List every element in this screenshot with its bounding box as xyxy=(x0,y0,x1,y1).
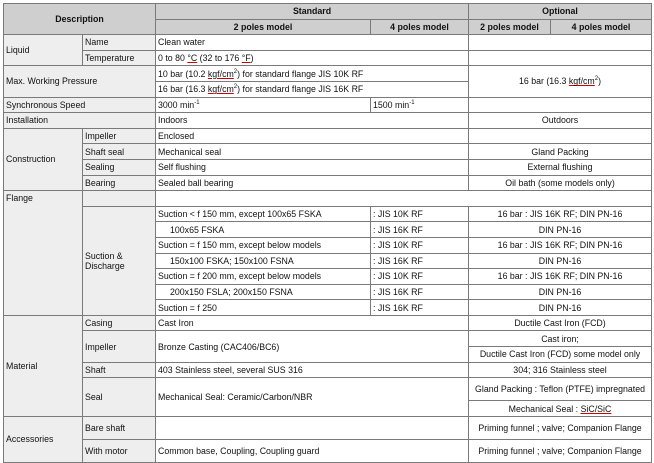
flange-row-2-standard: 100x65 FSKA xyxy=(156,222,371,238)
construction-sealing-label: Sealing xyxy=(83,159,156,175)
flange-row-4-optional: DIN PN-16 xyxy=(469,253,652,269)
accessories-bare-shaft-label: Bare shaft xyxy=(83,416,156,439)
temperature-label: Temperature xyxy=(83,50,156,66)
flange-row-5-optional: 16 bar : JIS 16K RF; DIN PN-16 xyxy=(469,269,652,285)
flange-row-4-jis: : JIS 16K RF xyxy=(371,253,469,269)
material-seal-standard: Mechanical Seal: Ceramic/Carbon/NBR xyxy=(156,378,469,417)
accessories-with-motor-standard: Common base, Coupling, Coupling guard xyxy=(156,439,469,462)
installation-standard: Indoors xyxy=(156,113,469,129)
construction-shaft-seal-optional: Gland Packing xyxy=(469,144,652,160)
material-seal-optional-2: Mechanical Seal : SiC/SiC xyxy=(469,401,652,417)
liquid-name-label: Name xyxy=(83,35,156,51)
construction-shaft-seal-standard: Mechanical seal xyxy=(156,144,469,160)
header-optional-4-poles: 4 poles model xyxy=(551,19,652,35)
flange-row-7-jis: : JIS 16K RF xyxy=(371,300,469,316)
construction-impeller-label: Impeller xyxy=(83,128,156,144)
material-shaft-label: Shaft xyxy=(83,362,156,378)
temperature-optional xyxy=(469,50,652,66)
material-casing-standard: Cast Iron xyxy=(156,315,469,331)
material-casing-optional: Ductile Cast Iron (FCD) xyxy=(469,315,652,331)
flange-row-6-jis: : JIS 16K RF xyxy=(371,284,469,300)
material-casing-label: Casing xyxy=(83,315,156,331)
construction-impeller-standard: Enclosed xyxy=(156,128,469,144)
flange-row-7-standard: Suction = f 250 xyxy=(156,300,371,316)
header-optional: Optional xyxy=(469,4,652,20)
material-shaft-standard: 403 Stainless steel, several SUS 316 xyxy=(156,362,469,378)
material-seal-label: Seal xyxy=(83,378,156,417)
liquid-name-value: Clean water xyxy=(156,35,469,51)
installation-label: Installation xyxy=(4,113,156,129)
construction-label: Construction xyxy=(4,128,83,190)
flange-row-6-optional: DIN PN-16 xyxy=(469,284,652,300)
pressure-label: Max. Working Pressure xyxy=(4,66,156,97)
speed-4-poles: 1500 $\min^{-1}$ xyxy=(371,97,469,113)
construction-shaft-seal-label: Shaft seal xyxy=(83,144,156,160)
flange-row-4-standard: 150x100 FSKA; 150x100 FSNA xyxy=(156,253,371,269)
temperature-value: 0 to 80 °C (32 to 176 °F) xyxy=(156,50,469,66)
flange-top-blank xyxy=(156,191,652,207)
flange-top-spacer xyxy=(83,191,156,207)
flange-row-5-jis: : JIS 10K RF xyxy=(371,269,469,285)
material-seal-optional-1: Gland Packing : Teflon (PTFE) impregnated xyxy=(469,378,652,401)
header-optional-2-poles: 2 poles model xyxy=(469,19,551,35)
flange-label: Flange xyxy=(4,191,83,316)
construction-bearing-standard: Sealed ball bearing xyxy=(156,175,469,191)
flange-row-1-optional: 16 bar : JIS 16K RF; DIN PN-16 xyxy=(469,206,652,222)
speed-label: Synchronous Speed xyxy=(4,97,156,113)
pressure-standard-16k: 16 bar (16.3 kgf/$cm^2$) for standard flange JIS 16K RF xyxy=(156,81,469,97)
construction-sealing-standard: Self flushing xyxy=(156,159,469,175)
flange-row-3-optional: 16 bar : JIS 16K RF; DIN PN-16 xyxy=(469,237,652,253)
accessories-bare-shaft-optional: Priming funnel ; valve; Companion Flange xyxy=(469,416,652,439)
accessories-label: Accessories xyxy=(4,416,83,462)
flange-row-2-optional: DIN PN-16 xyxy=(469,222,652,238)
pressure-optional: 16 bar (16.3 kgf/$cm^2$) xyxy=(469,66,652,97)
flange-suction-discharge-label: Suction & Discharge xyxy=(83,206,156,315)
flange-row-2-jis: : JIS 16K RF xyxy=(371,222,469,238)
liquid-name-optional xyxy=(469,35,652,51)
flange-row-6-standard: 200x150 FSLA; 200x150 FSNA xyxy=(156,284,371,300)
flange-row-1-jis: : JIS 10K RF xyxy=(371,206,469,222)
header-standard: Standard xyxy=(156,4,469,20)
construction-bearing-optional: Oil bath (some models only) xyxy=(469,175,652,191)
flange-row-3-standard: Suction = f 150 mm, except below models xyxy=(156,237,371,253)
flange-row-5-standard: Suction = f 200 mm, except below models xyxy=(156,269,371,285)
construction-sealing-optional: External flushing xyxy=(469,159,652,175)
flange-row-7-optional: DIN PN-16 xyxy=(469,300,652,316)
material-label: Material xyxy=(4,315,83,416)
installation-optional: Outdoors xyxy=(469,113,652,129)
material-impeller-standard: Bronze Casting (CAC406/BC6) xyxy=(156,331,469,362)
header-standard-4-poles: 4 poles model xyxy=(371,19,469,35)
liquid-label: Liquid xyxy=(4,35,83,66)
material-impeller-optional-2: Ductile Cast Iron (FCD) some model only xyxy=(469,347,652,363)
speed-optional xyxy=(469,97,652,113)
accessories-with-motor-label: With motor xyxy=(83,439,156,462)
pressure-standard-10k: 10 bar (10.2 kgf/$cm^2$) for standard flange JIS 10K RF xyxy=(156,66,469,82)
material-impeller-optional-1: Cast iron; xyxy=(469,331,652,347)
flange-row-1-standard: Suction < f 150 mm, except 100x65 FSKA xyxy=(156,206,371,222)
flange-row-3-jis: : JIS 10K RF xyxy=(371,237,469,253)
specification-table xyxy=(3,3,652,463)
header-description: Description xyxy=(4,4,156,35)
material-impeller-label: Impeller xyxy=(83,331,156,362)
construction-impeller-optional xyxy=(469,128,652,144)
header-standard-2-poles: 2 poles model xyxy=(156,19,371,35)
accessories-with-motor-optional: Priming funnel ; valve; Companion Flange xyxy=(469,439,652,462)
material-shaft-optional: 304; 316 Stainless steel xyxy=(469,362,652,378)
construction-bearing-label: Bearing xyxy=(83,175,156,191)
speed-2-poles: 3000 $\min^{-1}$ xyxy=(156,97,371,113)
